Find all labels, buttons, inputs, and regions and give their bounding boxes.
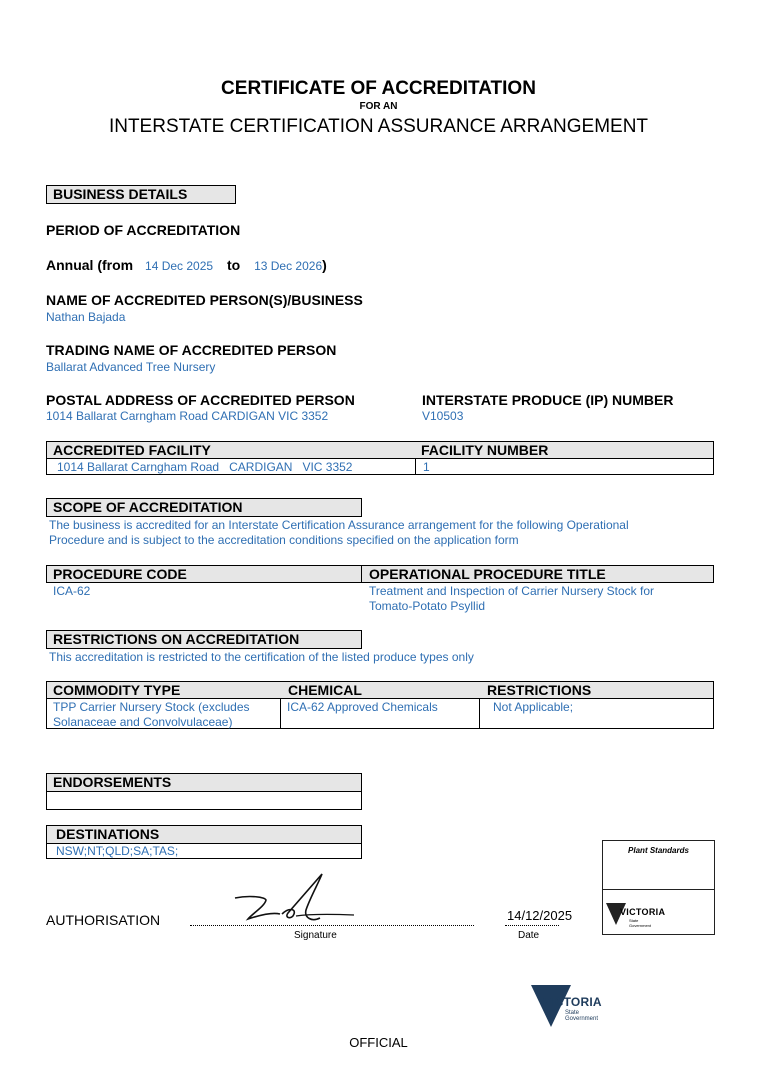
- victoria-logo-sub-2: Government: [565, 1016, 599, 1022]
- close-paren: ): [322, 257, 327, 273]
- procedure-code-heading: PROCEDURE CODE: [53, 566, 187, 582]
- authorisation-date: 14/12/2025: [507, 908, 573, 923]
- endorsements-heading: ENDORSEMENTS: [46, 773, 362, 792]
- commodity-header-row: [46, 681, 714, 699]
- chemical-cell: [280, 698, 480, 729]
- restriction-cell: [479, 698, 714, 729]
- name-label: NAME OF ACCREDITED PERSON(S)/BUSINESS: [46, 292, 363, 308]
- facility-number-heading: FACILITY NUMBER: [421, 442, 549, 458]
- to-label: to: [226, 257, 241, 273]
- commodity-cell: [46, 698, 281, 729]
- signature-caption: Signature: [294, 930, 337, 941]
- victoria-logo-sub-1: State: [565, 1010, 580, 1016]
- ip-number-label: INTERSTATE PRODUCE (IP) NUMBER: [422, 392, 674, 408]
- restriction-value: Not Applicable;: [493, 700, 574, 714]
- procedure-title-line-2: Tomato-Potato Psyllid: [369, 599, 486, 613]
- commodity-table: [46, 681, 714, 729]
- procedure-code: ICA-62: [53, 584, 91, 598]
- facility-header-row: [46, 441, 714, 459]
- scope-line-2: Procedure and is subject to the accreditation conditions specified on the application form: [49, 533, 519, 547]
- procedure-header-row: [46, 565, 714, 583]
- date-line: [505, 925, 559, 926]
- date-caption: Date: [518, 930, 540, 941]
- victoria-logo-text: VICTORIA: [543, 995, 602, 1009]
- trading-value: Ballarat Advanced Tree Nursery: [46, 360, 216, 374]
- commodity-line-1: TPP Carrier Nursery Stock (excludes: [53, 700, 250, 714]
- facility-heading: ACCREDITED FACILITY: [53, 442, 211, 458]
- facility-table: [46, 441, 714, 475]
- facility-number-cell: [415, 458, 714, 475]
- facility-number: 1: [423, 460, 430, 474]
- destinations-value-box: [46, 843, 362, 859]
- authorisation-label: AUTHORISATION: [46, 912, 161, 928]
- from-date: 14 Dec 2025: [145, 259, 214, 273]
- restrictions-heading: RESTRICTIONS ON ACCREDITATION: [46, 630, 362, 649]
- classification-footer: OFFICIAL: [349, 1035, 408, 1050]
- destinations-value: NSW;NT;QLD;SA;TAS;: [56, 844, 179, 858]
- scope-line-1: The business is accredited for an Interstate Certification Assurance arrangement for the following Operational: [49, 518, 629, 532]
- postal-value: 1014 Ballarat Carngham Road CARDIGAN VIC 3352: [46, 409, 329, 423]
- facility-address: 1014 Ballarat Carngham Road CARDIGAN VIC 3352: [57, 460, 353, 474]
- commodity-line-2: Solanaceae and Convolvulaceae): [53, 715, 233, 729]
- certificate-title: CERTIFICATE OF ACCREDITATION: [221, 78, 536, 99]
- procedure-title-line-1: Treatment and Inspection of Carrier Nursery Stock for: [369, 584, 654, 598]
- plant-standards-stamp: [602, 840, 715, 935]
- destinations-heading: DESTINATIONS: [46, 825, 362, 844]
- scope-heading: SCOPE OF ACCREDITATION: [46, 498, 362, 517]
- period-label: PERIOD OF ACCREDITATION: [46, 222, 241, 238]
- restrictions-note: This accreditation is restricted to the certification of the listed produce types only: [49, 650, 474, 664]
- period-line: [46, 257, 327, 273]
- to-date: 13 Dec 2026: [254, 259, 323, 273]
- procedure-title-heading: OPERATIONAL PROCEDURE TITLE: [369, 566, 606, 582]
- commodity-type-heading: COMMODITY TYPE: [53, 682, 181, 698]
- chemical-heading: CHEMICAL: [288, 682, 362, 698]
- stamp-logo-sub: State Government: [629, 918, 652, 928]
- certificate-subtitle: INTERSTATE CERTIFICATION ASSURANCE ARRANGEMENT: [108, 116, 649, 137]
- annual-label: Annual: [46, 257, 94, 273]
- trading-label: TRADING NAME OF ACCREDITED PERSON: [46, 342, 337, 358]
- facility-address-cell: [46, 458, 416, 475]
- restrictions-column-heading: RESTRICTIONS: [487, 682, 592, 698]
- chemical-value: ICA-62 Approved Chemicals: [287, 700, 438, 714]
- for-an-label: FOR AN: [359, 101, 398, 112]
- stamp-title: Plant Standards: [628, 846, 689, 855]
- procedure-divider: [361, 565, 362, 583]
- signature-scribble-icon: [230, 870, 360, 930]
- stamp-divider: [603, 889, 714, 890]
- victoria-logo: [531, 985, 616, 1027]
- postal-label: POSTAL ADDRESS OF ACCREDITED PERSON: [46, 392, 355, 408]
- from-label: (from: [97, 257, 134, 273]
- endorsements-value-box: [46, 791, 362, 810]
- stamp-logo-text: VICTORIA: [620, 907, 666, 917]
- business-details-heading: BUSINESS DETAILS: [46, 185, 236, 204]
- ip-number-value: V10503: [422, 409, 464, 423]
- name-value: Nathan Bajada: [46, 310, 126, 324]
